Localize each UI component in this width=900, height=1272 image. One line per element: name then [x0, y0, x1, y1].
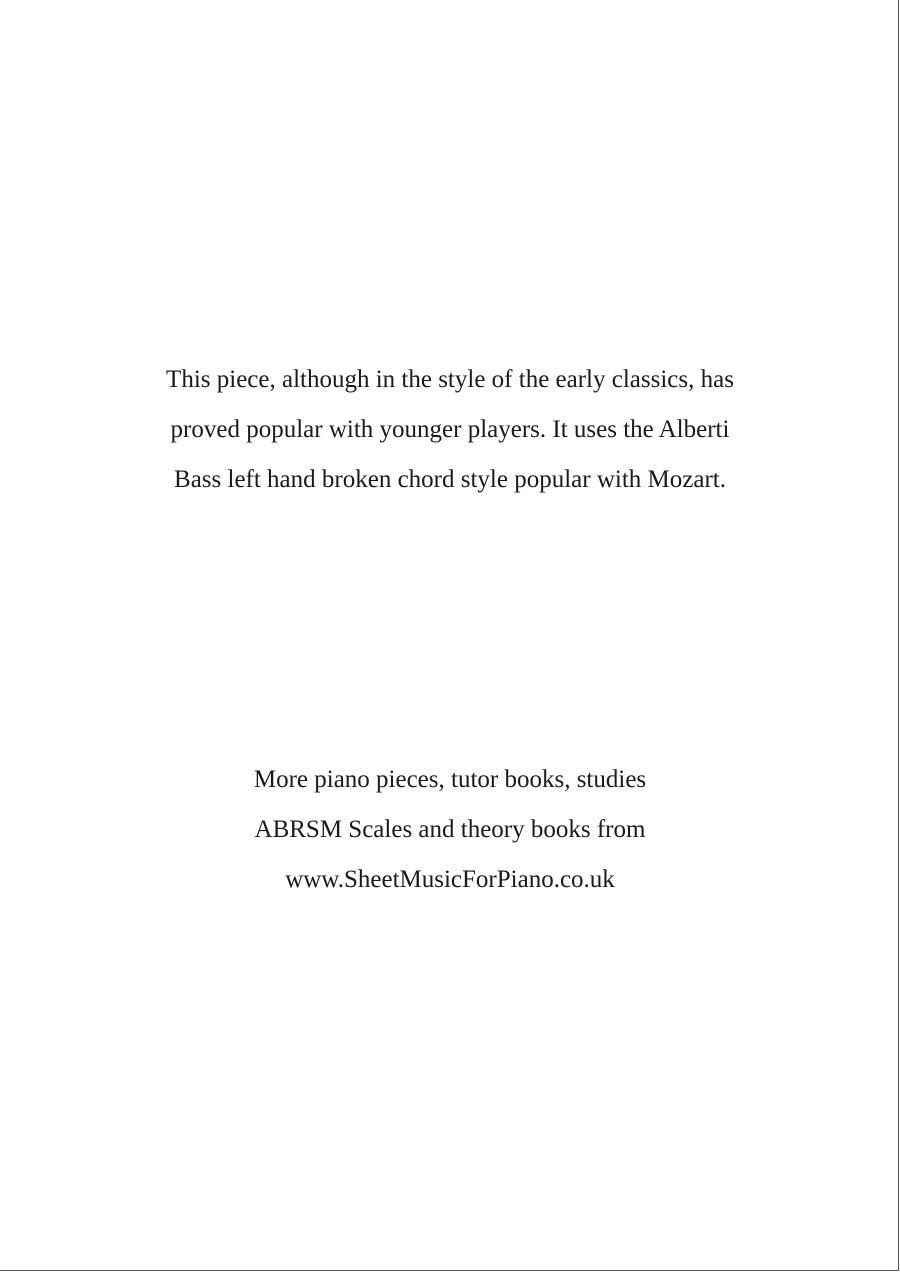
website-url: www.SheetMusicForPiano.co.uk	[285, 866, 615, 893]
intro-line-2: proved popular with younger players. It uses the Alberti	[170, 416, 730, 443]
intro-paragraph	[0, 355, 900, 505]
intro-line-1: This piece, although in the style of the early classics, has	[166, 366, 734, 393]
promo-paragraph	[0, 755, 900, 905]
promo-line-1: More piano pieces, tutor books, studies	[253, 766, 647, 793]
intro-line-3: Bass left hand broken chord style popular with Mozart.	[174, 466, 726, 493]
promo-line-2: ABRSM Scales and theory books from	[254, 816, 646, 843]
